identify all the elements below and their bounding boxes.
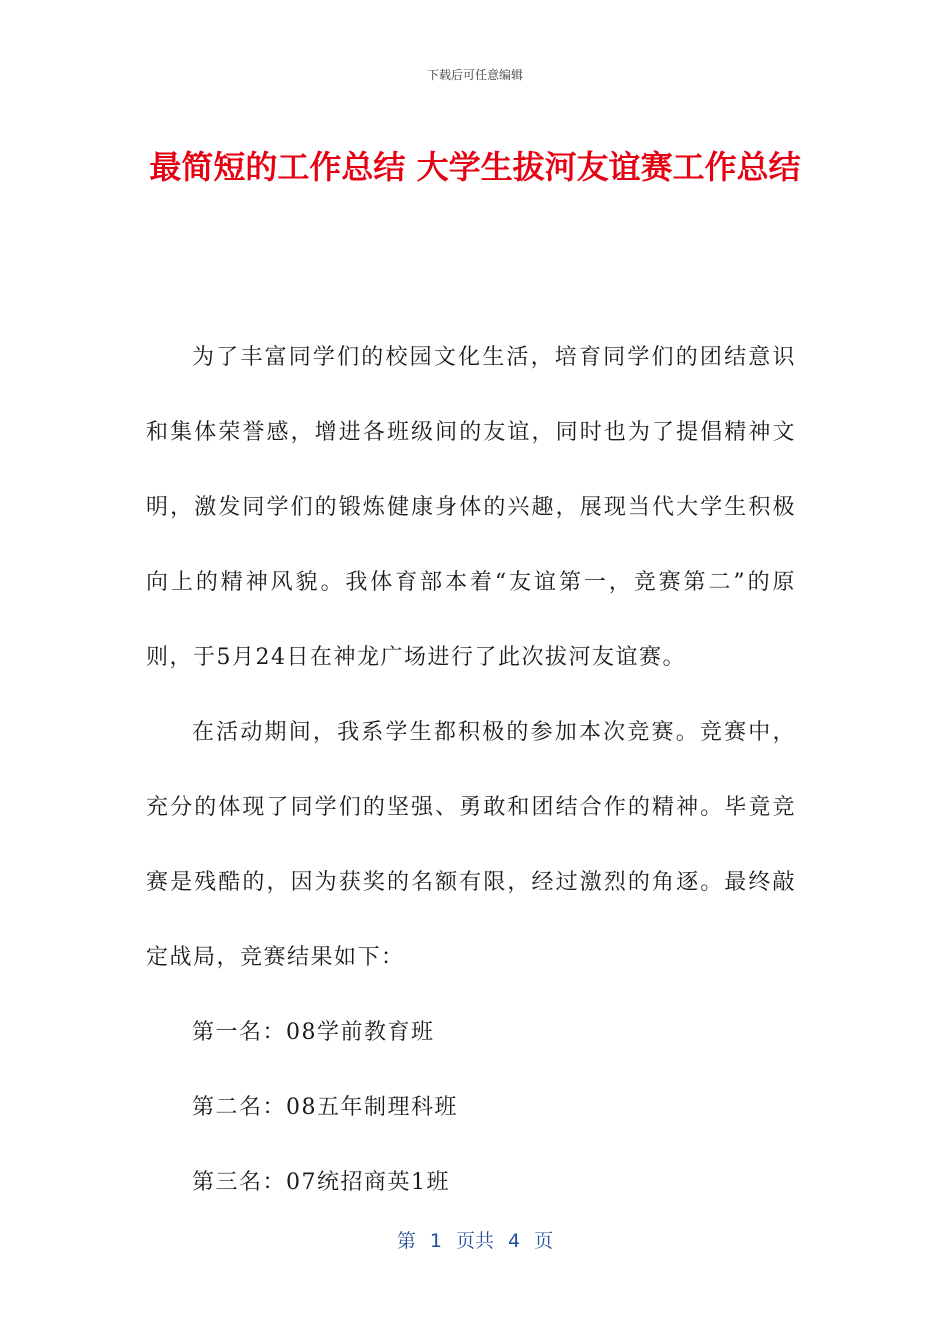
total-pages-number: 4: [508, 1230, 521, 1252]
document-title: 最简短的工作总结 大学生拔河友谊赛工作总结: [149, 148, 801, 186]
current-page-number: 1: [429, 1230, 442, 1252]
page-suffix: 页: [534, 1230, 554, 1252]
header-note: 下载后可任意编辑: [426, 68, 523, 82]
body-paragraph: 为了丰富同学们的校园文化生活，培育同学们的团结意识和集体荣誉感，增进各班级间的友谊，同时也为了提倡精神文明，激发同学们的锻炼健康身体的兴趣，展现当代大学生积极向上的精神风貌。我体育部本着“友谊第一，竞赛第二”的原则，于5月24日在神龙广场进行了此次拔河友谊赛。: [146, 345, 796, 670]
page-number-footer: [0, 1226, 950, 1253]
body-paragraph: 在活动期间，我系学生都积极的参加本次竞赛。竞赛中，充分的体现了同学们的坚强、勇敢和团结合作的精神。毕竟竞赛是残酷的，因为获奖的名额有限，经过激烈的角逐。最终敲定战局，竞赛结果如下：: [146, 720, 796, 970]
result-second-place: 第二名：08五年制理科班: [192, 1095, 458, 1120]
page-prefix: 第: [396, 1230, 416, 1252]
page-middle: 页共: [455, 1230, 494, 1252]
document-body: [146, 320, 796, 1220]
result-third-place: 第三名：07统招商英1班: [192, 1170, 450, 1195]
result-first-place: 第一名：08学前教育班: [192, 1020, 435, 1045]
